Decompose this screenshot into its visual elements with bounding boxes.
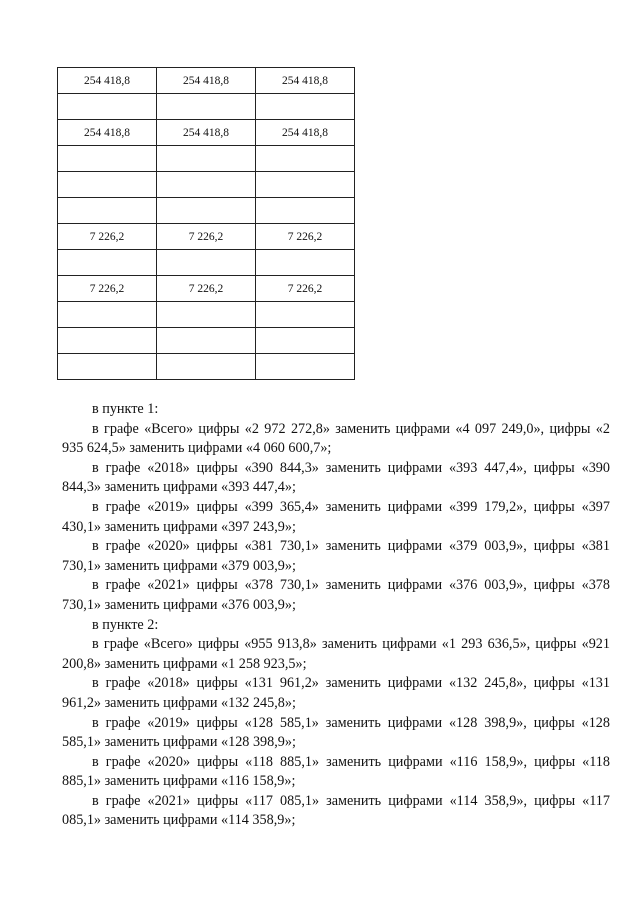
amendments-text	[62, 400, 610, 831]
table-cell	[256, 354, 355, 380]
paragraph: в графе «2020» цифры «381 730,1» заменить цифрами «379 003,9», цифры «381 730,1» заменить цифрами «379 003,9»;	[62, 538, 610, 574]
table-cell: 7 226,2	[256, 224, 355, 250]
table-cell	[157, 328, 256, 354]
values-table-body	[58, 68, 355, 380]
table-row	[58, 276, 355, 302]
table-cell	[157, 198, 256, 224]
table-cell: 7 226,2	[58, 224, 157, 250]
table-row	[58, 120, 355, 146]
table-cell: 7 226,2	[157, 224, 256, 250]
table-row	[58, 146, 355, 172]
table-cell	[58, 328, 157, 354]
table-cell	[58, 354, 157, 380]
table-cell	[58, 198, 157, 224]
table-cell: 7 226,2	[157, 276, 256, 302]
paragraph: в графе «2021» цифры «378 730,1» заменить цифрами «376 003,9», цифры «378 730,1» заменить цифрами «376 003,9»;	[62, 577, 610, 613]
table-cell	[256, 146, 355, 172]
paragraph: в графе «2021» цифры «117 085,1» заменить цифрами «114 358,9», цифры «117 085,1» заменить цифрами «114 358,9»;	[62, 792, 610, 829]
table-row	[58, 302, 355, 328]
table-row	[58, 68, 355, 94]
table-row	[58, 172, 355, 198]
table-row	[58, 328, 355, 354]
table-row	[58, 354, 355, 380]
table-cell	[58, 94, 157, 120]
values-table	[57, 67, 355, 380]
table-row	[58, 224, 355, 250]
table-cell	[58, 302, 157, 328]
table-cell	[58, 172, 157, 198]
paragraph: в графе «2018» цифры «131 961,2» заменить цифрами «132 245,8», цифры «131 961,2» заменить цифрами «132 245,8»;	[62, 675, 610, 711]
table-row	[58, 250, 355, 276]
table-cell	[256, 198, 355, 224]
table-cell	[256, 302, 355, 328]
table-cell	[58, 146, 157, 172]
table-cell: 254 418,8	[157, 120, 256, 146]
table-cell	[157, 172, 256, 198]
paragraph: в пункте 1:	[92, 401, 159, 417]
table-cell: 7 226,2	[256, 276, 355, 302]
paragraph: в графе «2019» цифры «128 585,1» заменить цифрами «128 398,9», цифры «128 585,1» заменить цифрами «128 398,9»;	[62, 714, 610, 751]
table-cell	[256, 250, 355, 276]
table-cell: 254 418,8	[256, 68, 355, 94]
paragraph: в графе «2018» цифры «390 844,3» заменить цифрами «393 447,4», цифры «390 844,3» заменить цифрами «393 447,4»;	[62, 459, 610, 496]
table-cell	[157, 250, 256, 276]
table-cell: 254 418,8	[256, 120, 355, 146]
table-row	[58, 198, 355, 224]
paragraph: в пункте 2:	[92, 616, 159, 633]
table-cell	[256, 172, 355, 198]
paragraph: в графе «Всего» цифры «2 972 272,8» заменить цифрами «4 097 249,0», цифры «2 935 624,5» заменить цифрами «4 060 600,7»;	[62, 420, 610, 457]
table-cell: 254 418,8	[58, 120, 157, 146]
table-cell	[157, 354, 256, 380]
paragraph: в графе «Всего» цифры «955 913,8» заменить цифрами «1 293 636,5», цифры «921 200,8» заменить цифрами «1 258 923,5»;	[62, 636, 610, 672]
table-cell	[58, 250, 157, 276]
table-cell	[157, 146, 256, 172]
table-cell: 254 418,8	[157, 68, 256, 94]
table-cell: 254 418,8	[58, 68, 157, 94]
table-cell: 7 226,2	[58, 276, 157, 302]
paragraph: в графе «2019» цифры «399 365,4» заменить цифрами «399 179,2», цифры «397 430,1» заменить цифрами «397 243,9»;	[62, 498, 610, 535]
table-cell	[157, 94, 256, 120]
table-cell	[157, 302, 256, 328]
table-row	[58, 94, 355, 120]
table-cell	[256, 328, 355, 354]
table-cell	[256, 94, 355, 120]
paragraph: в графе «2020» цифры «118 885,1» заменить цифрами «116 158,9», цифры «118 885,1» заменить цифрами «116 158,9»;	[62, 753, 610, 790]
